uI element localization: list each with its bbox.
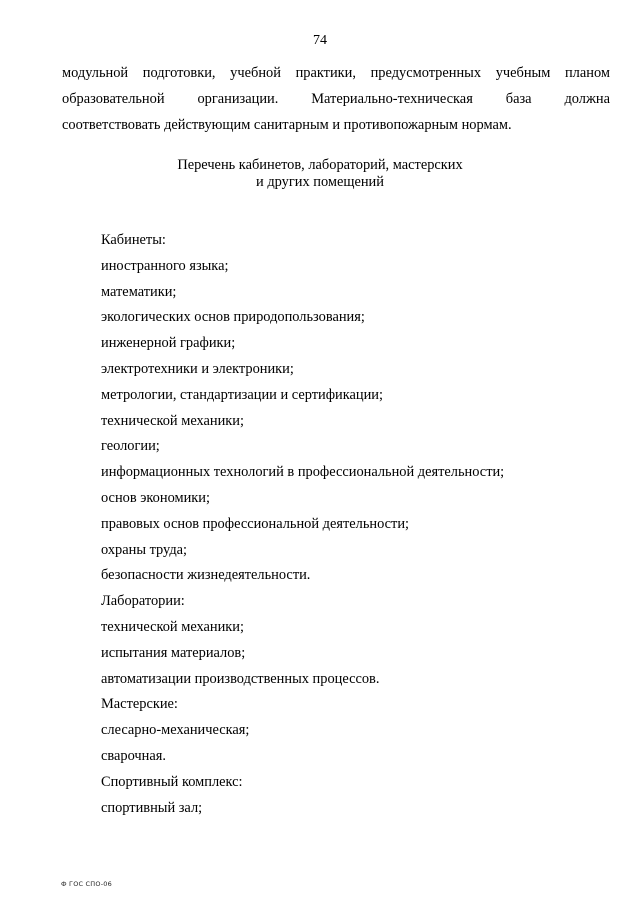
list-item: основ экономики; [101,489,210,506]
list-item: сварочная. [101,747,166,764]
list-item: правовых основ профессиональной деятельности; [101,515,410,532]
list-category: Спортивный комплекс: [101,773,243,790]
list-item: охраны труда; [101,541,188,558]
intro-word: предусмотренных [370,65,482,81]
list-item: слесарно-механическая; [101,722,250,739]
section-heading-line-2: и других помещений [256,174,384,190]
intro-paragraph [62,60,610,138]
list-item: экологических основ природопользования; [101,309,365,326]
list-item: инженерной графики; [101,335,236,352]
list-item: технической механики; [101,618,244,635]
list-category: Мастерские: [101,696,178,713]
list-item: информационных технологий в профессиональной деятельности; [101,464,505,481]
intro-word: организации. [197,91,279,107]
list-item: метрологии, стандартизации и сертификации; [101,386,383,403]
intro-word: планом [564,65,610,81]
intro-line-2 [62,86,610,112]
intro-word: должна [564,91,610,107]
list-item: технической механики; [101,412,244,429]
list-item: электротехники и электроники; [101,360,294,377]
intro-word: подготовки, [142,65,216,81]
intro-line-3: соответствовать действующим санитарным и противопожарным нормам. [62,117,512,133]
intro-line-1 [62,60,610,86]
intro-word: учебной [230,65,281,81]
premises-list [101,230,504,823]
page-number: 74 [313,33,327,48]
intro-word: практики, [295,65,356,81]
list-item: испытания материалов; [101,644,246,661]
section-heading-line-1: Перечень кабинетов, лабораторий, мастерских [177,157,463,173]
intro-word: база [505,91,532,107]
list-category: Кабинеты: [101,232,166,248]
section-heading [0,157,640,191]
footer-mark: Ф ГОС СПО-06 [61,880,112,888]
intro-word: образовательной [62,91,165,107]
intro-word: Материально-техническая [311,91,473,107]
list-item: безопасности жизнедеятельности. [101,567,311,584]
intro-word: модульной [62,65,129,81]
list-item: геологии; [101,438,160,455]
list-item: автоматизации производственных процессов. [101,670,380,687]
intro-word: учебным [495,65,551,81]
list-category: Лаборатории: [101,593,185,610]
list-item: математики; [101,283,177,300]
list-item: спортивный зал; [101,799,203,816]
list-item: иностранного языка; [101,257,229,274]
